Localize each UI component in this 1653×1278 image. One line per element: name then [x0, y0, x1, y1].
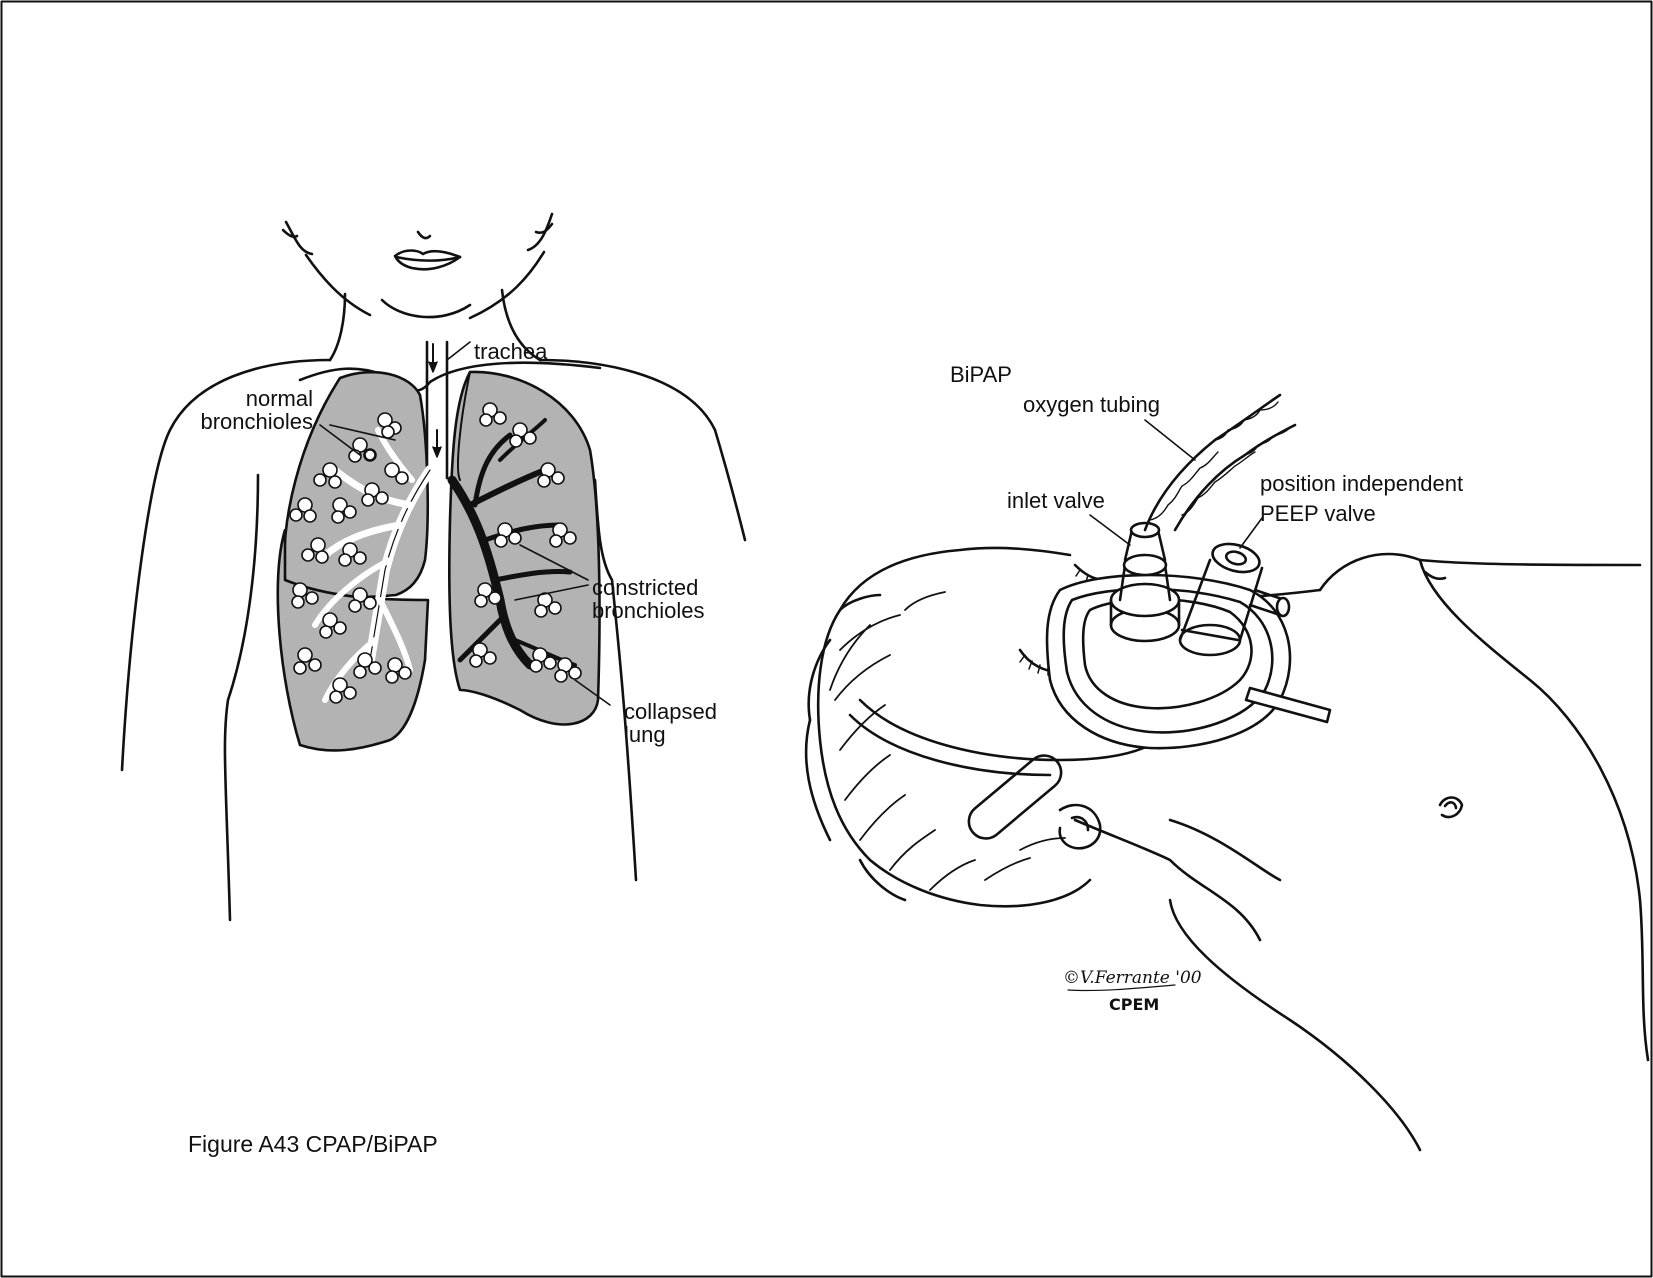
child-torso-figure	[122, 214, 745, 920]
label-constricted-bronchioles-line2: bronchioles	[592, 598, 705, 623]
label-bipap: BiPAP	[950, 362, 1012, 387]
label-collapsed-lung-line1: collapsed	[624, 699, 717, 724]
nose	[418, 232, 430, 238]
artist-signature: ©V.Ferrante '00	[1063, 968, 1202, 988]
left-lung-constricted	[449, 372, 599, 725]
nipple	[1440, 798, 1462, 817]
bipap-mask	[850, 392, 1330, 845]
organization-mark: CPEM	[1109, 995, 1160, 1014]
label-trachea: trachea	[474, 339, 548, 364]
label-inlet-valve: inlet valve	[1007, 488, 1105, 513]
label-constricted-bronchioles-line1: constricted	[592, 575, 699, 600]
label-normal-bronchioles-line1: normal	[245, 386, 313, 411]
label-peep-valve-line1: position independent	[1260, 471, 1464, 496]
label-collapsed-lung-line2: lung	[624, 722, 666, 747]
trachea-airway	[427, 342, 447, 482]
label-peep-valve-line2: PEEP valve	[1260, 501, 1376, 526]
label-normal-bronchioles-line2: bronchioles	[200, 409, 313, 434]
label-oxygen-tubing: oxygen tubing	[1023, 392, 1160, 417]
strap-pad	[962, 749, 1068, 846]
figure-caption: Figure A43 CPAP/BiPAP	[188, 1131, 438, 1157]
